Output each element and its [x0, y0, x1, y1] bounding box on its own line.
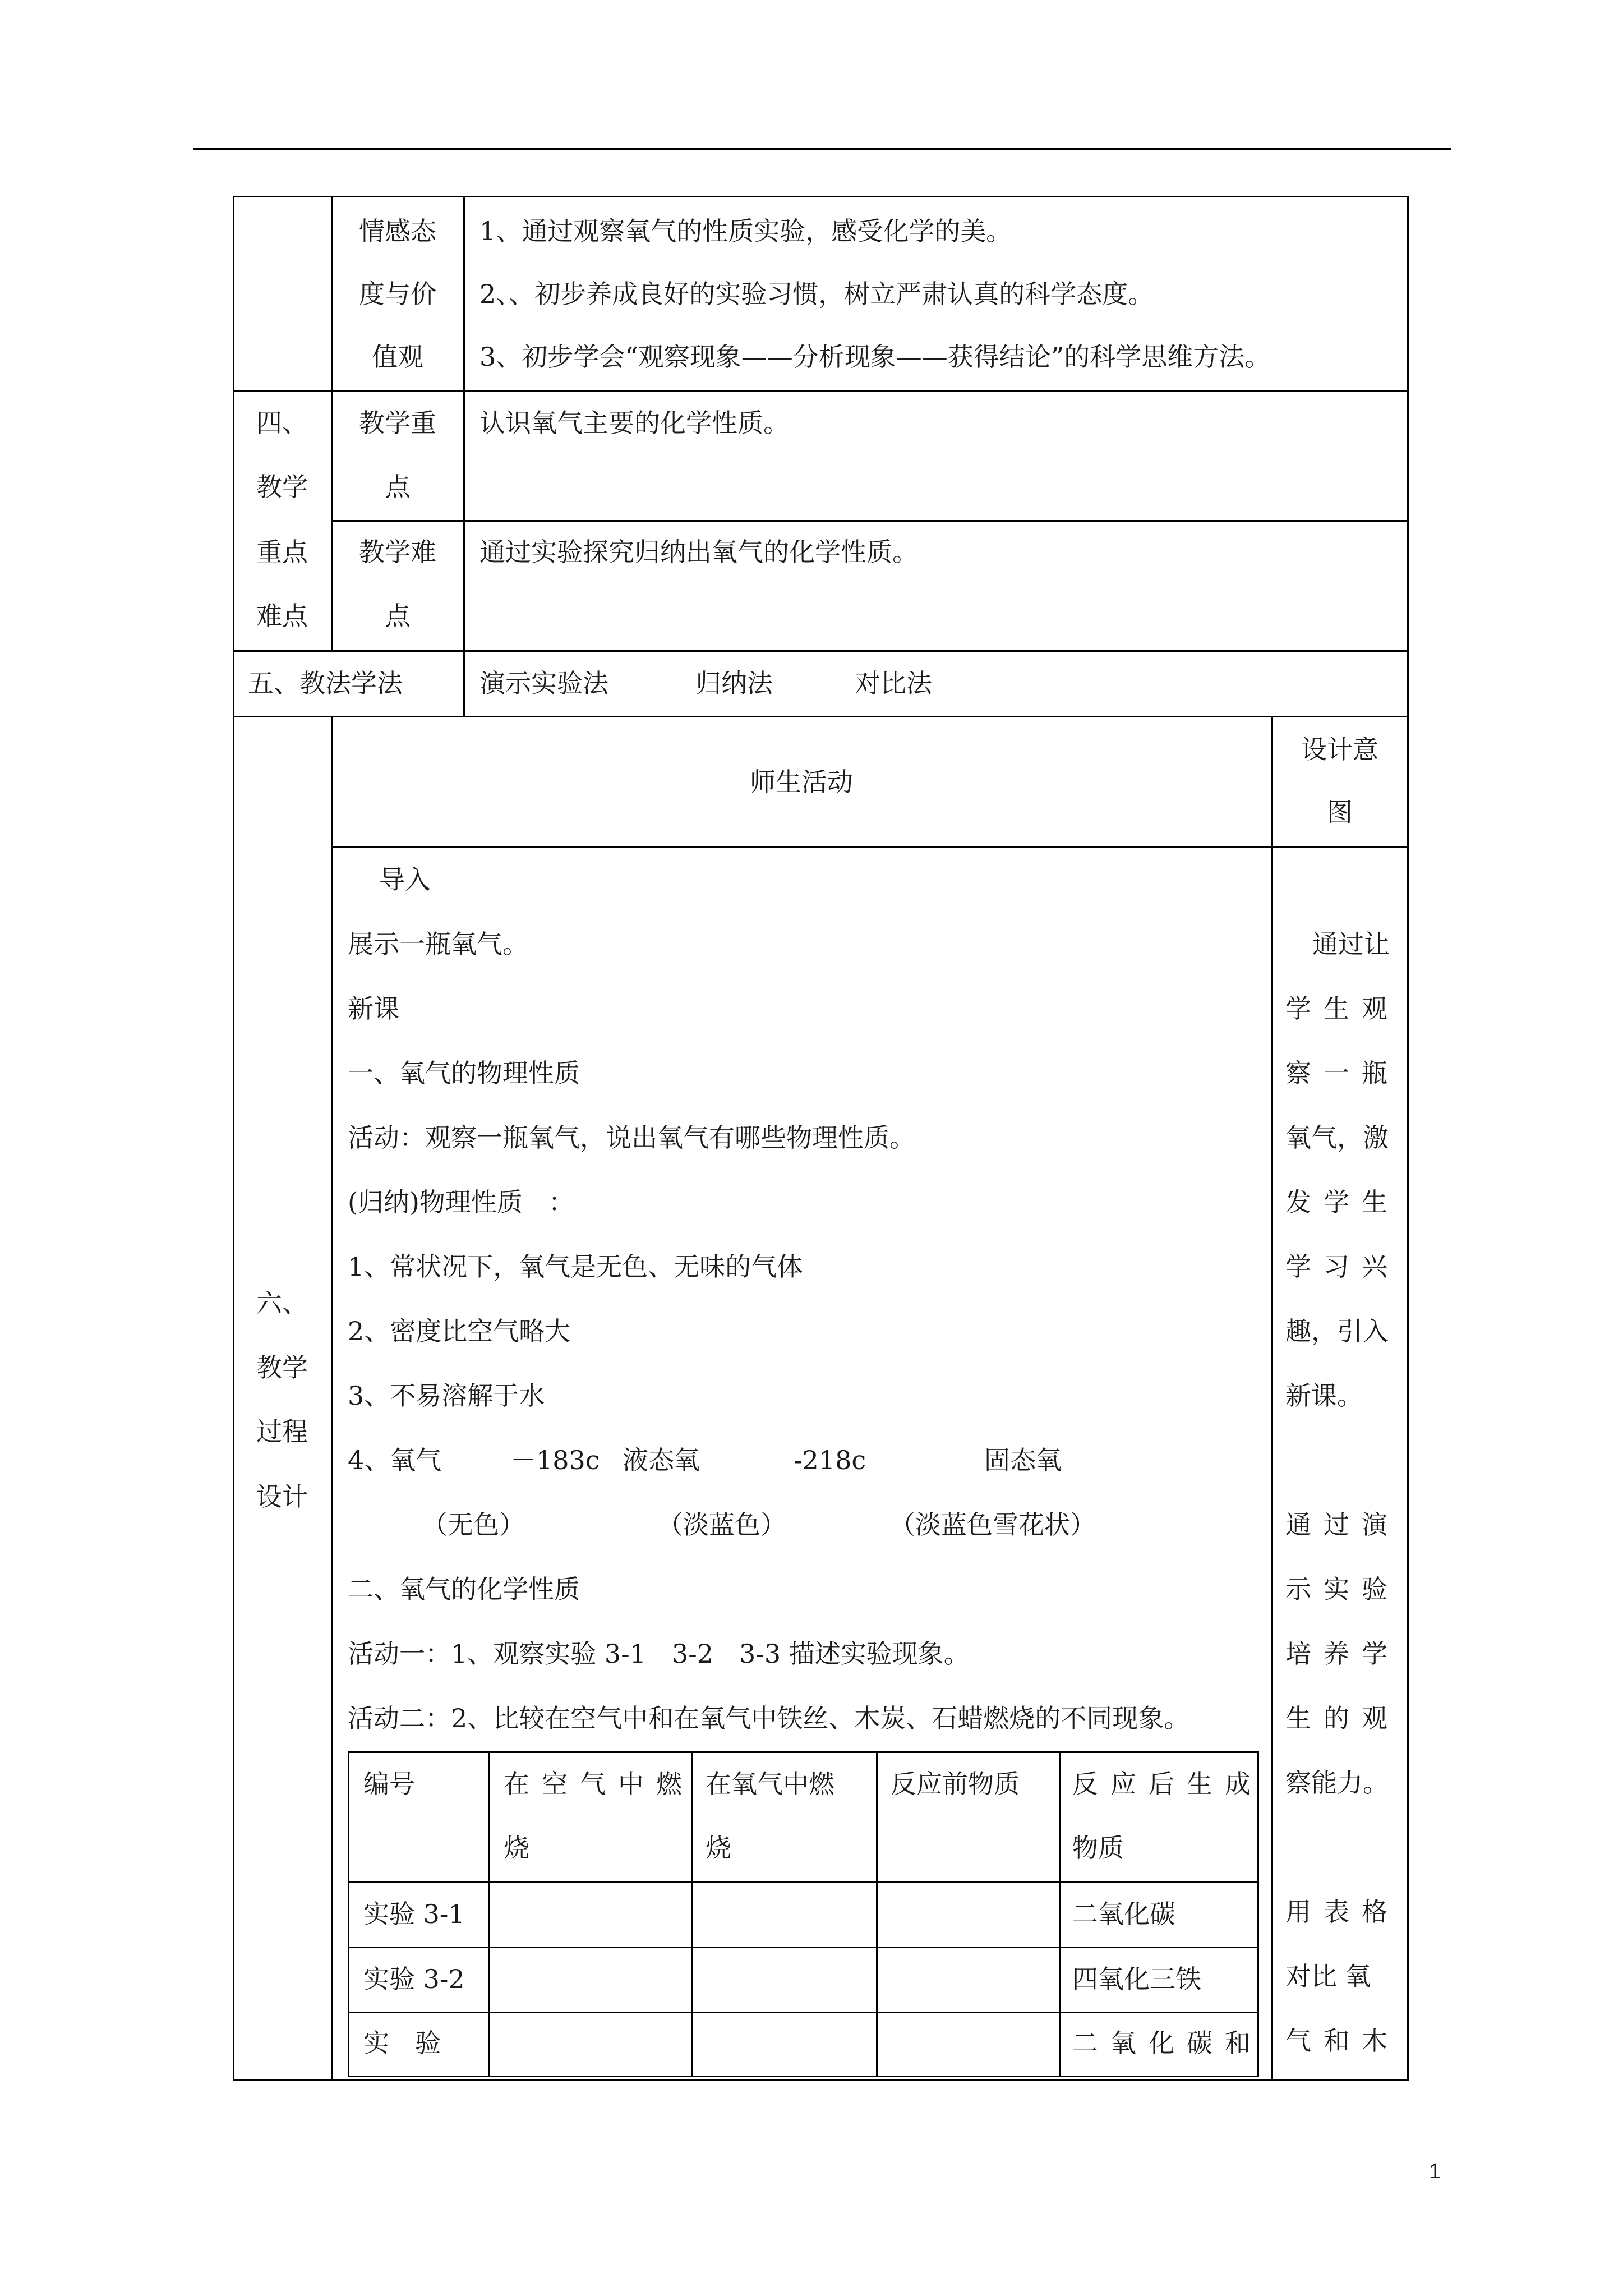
intent-line: 发学生 — [1285, 1187, 1400, 1217]
table-row-product: 二氧化碳和 — [1072, 2028, 1263, 2058]
intent-line: 新课。 — [1285, 1381, 1363, 1411]
body-line-1: 导入 — [379, 864, 431, 895]
affective-label-3: 值观 — [372, 342, 423, 372]
activity-two: 活动二：2、比较在空气中和在氧气中铁丝、木炭、石蜡燃烧的不同现象。 — [348, 1703, 1190, 1733]
affective-line-3: 3、初步学会“观察现象——分析现象——获得结论”的科学思维方法。 — [479, 342, 1271, 372]
sec6-label-2: 教学 — [256, 1352, 308, 1383]
states-prefix: 4、氧气 — [348, 1445, 442, 1475]
states-temp-2: -218c — [794, 1445, 866, 1475]
page-number: 1 — [1429, 2160, 1441, 2183]
states-color-3: （淡蓝色雪花状） — [889, 1510, 1096, 1540]
th-id: 编号 — [363, 1769, 415, 1799]
states-color-2: （淡蓝色） — [657, 1510, 786, 1540]
body-line-8: 2、密度比空气略大 — [348, 1316, 571, 1346]
sec6-label-3: 过程 — [256, 1416, 308, 1447]
body-line-7: 1、常状况下，氧气是无色、无味的气体 — [348, 1251, 803, 1282]
intent-line: 示实验 — [1285, 1574, 1400, 1604]
th-reactants: 反应前物质 — [891, 1769, 1020, 1799]
intent-line: 察能力。 — [1285, 1768, 1389, 1798]
table-row-product: 四氧化三铁 — [1072, 1964, 1201, 1994]
table-row-id: 实验 3-2 — [363, 1964, 465, 1994]
intent-line: 通过让 — [1312, 929, 1390, 959]
method-3: 对比法 — [855, 668, 932, 698]
body-line-4: 一、氧气的物理性质 — [348, 1058, 580, 1088]
table-row-product: 二氧化碳 — [1072, 1899, 1175, 1929]
focus-label-1: 教学重 — [359, 408, 436, 438]
states-color-1: （无色） — [422, 1510, 525, 1540]
intent-header-2: 图 — [1327, 797, 1353, 827]
activity-one: 活动一：1、观察实验 3-1 3-2 3-3 描述实验现象。 — [348, 1639, 970, 1669]
th-products-2: 物质 — [1072, 1833, 1124, 1863]
affective-label-1: 情感态 — [359, 216, 436, 246]
table-row-id: 实验 3-1 — [363, 1899, 465, 1929]
difficulty-label-1: 教学难 — [359, 537, 436, 567]
sec4-label-4: 难点 — [256, 601, 308, 631]
affective-label-2: 度与价 — [359, 279, 436, 309]
intent-line: 察一瓶 — [1285, 1058, 1400, 1088]
th-products-1: 反应后生成 — [1072, 1769, 1263, 1799]
th-air-2: 烧 — [504, 1833, 529, 1863]
body-line-3: 新课 — [348, 993, 399, 1024]
difficulty-text: 通过实验探究归纳出氧气的化学性质。 — [479, 537, 918, 567]
sec4-label-2: 教学 — [256, 472, 308, 502]
intent-line: 培养学 — [1285, 1639, 1400, 1669]
sec5-label: 五、教法学法 — [248, 668, 403, 698]
sec4-label-1: 四、 — [256, 408, 308, 438]
th-air-1: 在空气中燃 — [504, 1769, 694, 1799]
body-line-9: 3、不易溶解于水 — [348, 1381, 545, 1411]
intent-line: 对比 氧 — [1285, 1961, 1371, 1991]
affective-line-2: 2、、初步养成良好的实验习惯，树立严肃认真的科学态度。 — [479, 279, 1154, 309]
intent-line: 生的观 — [1285, 1703, 1400, 1733]
sec6-label-1: 六、 — [256, 1288, 308, 1318]
focus-label-2: 点 — [385, 472, 411, 502]
activity-header: 师生活动 — [750, 767, 853, 797]
intent-line: 用表格 — [1285, 1897, 1400, 1927]
header-rule — [193, 148, 1451, 150]
chem-title: 二、氧气的化学性质 — [348, 1574, 580, 1604]
sec4-label-3: 重点 — [256, 537, 308, 567]
method-2: 归纳法 — [695, 668, 773, 698]
intent-line: 氧气，激 — [1285, 1122, 1389, 1153]
affective-line-1: 1、通过观察氧气的性质实验，感受化学的美。 — [479, 216, 1012, 246]
body-line-2: 展示一瓶氧气。 — [348, 929, 528, 959]
intent-line: 趣，引入 — [1285, 1316, 1389, 1346]
intent-line: 学生观 — [1285, 993, 1400, 1024]
body-line-6: (归纳)物理性质 ： — [348, 1187, 574, 1217]
focus-text: 认识氧气主要的化学性质。 — [479, 408, 789, 438]
intent-line: 气和木 — [1285, 2026, 1400, 2056]
difficulty-label-2: 点 — [385, 601, 411, 631]
sec6-label-4: 设计 — [256, 1481, 308, 1512]
intent-line: 学习兴 — [1285, 1251, 1400, 1282]
states-temp-1: －183c — [510, 1445, 600, 1475]
th-oxygen-1: 在氧气中燃 — [706, 1769, 834, 1799]
body-line-5: 活动：观察一瓶氧气，说出氧气有哪些物理性质。 — [348, 1122, 915, 1153]
intent-header-1: 设计意 — [1301, 734, 1378, 765]
table-row-id: 实 验 — [363, 2028, 441, 2058]
intent-line: 通过演 — [1285, 1510, 1400, 1540]
th-oxygen-2: 烧 — [706, 1833, 731, 1863]
states-liquid: 液态氧 — [623, 1445, 700, 1475]
method-1: 演示实验法 — [479, 668, 608, 698]
states-solid: 固态氧 — [984, 1445, 1062, 1475]
